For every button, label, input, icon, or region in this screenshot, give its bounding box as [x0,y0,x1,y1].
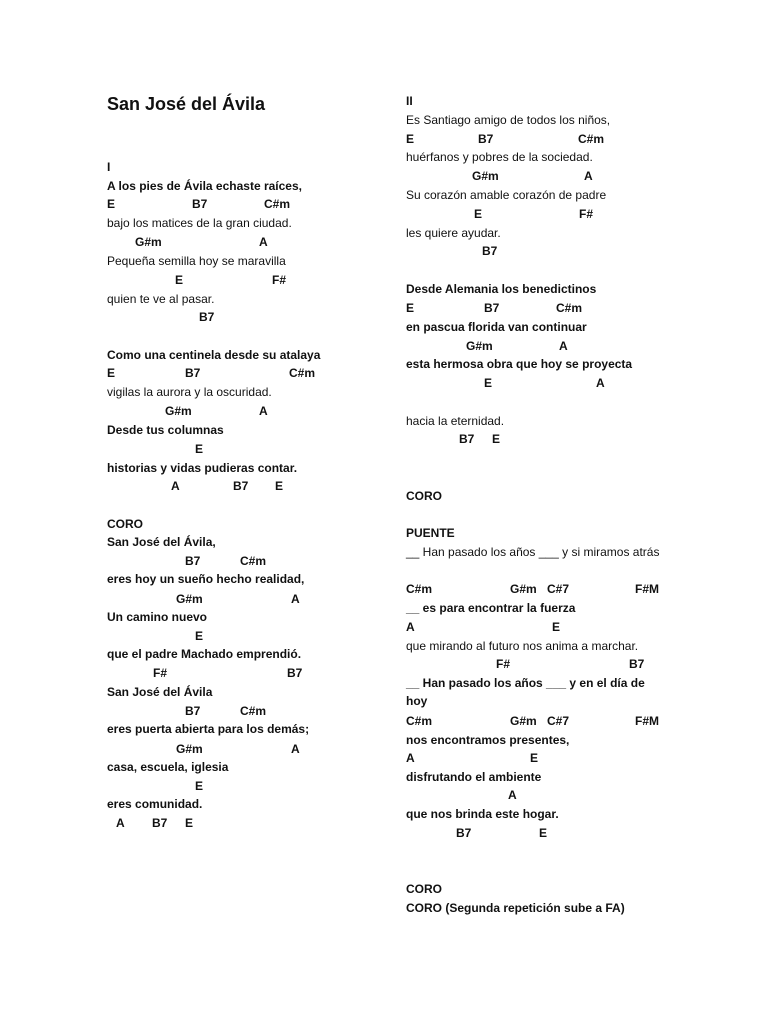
lyric-line: casa, escuela, iglesia [107,760,229,774]
lyric-line: A los pies de Ávila echaste raíces, [107,179,302,193]
chord-symbol: A [508,788,517,802]
chord-symbol: A [259,404,268,418]
chord-symbol: F# [153,666,168,680]
lyric-line: nos encontramos presentes, [406,733,570,747]
chord-symbol: E [484,376,493,390]
chord-symbol: C#m [264,197,291,211]
lyric-line: San José del Ávila, [107,535,216,549]
chord-symbol: C#m [556,301,583,315]
lyric-line: CORO [406,882,442,896]
lyric-line: Es Santiago amigo de todos los niños, [406,113,611,127]
chord-symbol: G#m [176,742,203,756]
chord-symbol: F#M [635,714,659,728]
chord-symbol: C#m [289,366,316,380]
lyric-line: en pascua florida van continuar [406,320,587,334]
chord-symbol: B7 [484,301,500,315]
lyric-line: __ Han pasado los años ___ y en el día de hoy [406,676,645,708]
lyric-line: Desde tus columnas [107,423,224,437]
chord-symbol: E [175,273,184,287]
song-title: San José del Ávila [107,94,266,114]
chord-symbol: G#m [510,714,537,728]
chord-symbol: C#7 [547,582,570,596]
chord-symbol: E [406,301,415,315]
chord-symbol: C#7 [547,714,570,728]
chord-symbol: E [195,779,204,793]
lyric-line: que mirando al futuro nos anima a marchar. [406,639,639,653]
chord-symbol: B7 [185,554,201,568]
chord-symbol: B7 [459,432,475,446]
lyric-line: hacia la eternidad. [406,414,505,428]
chord-symbol: A [259,235,268,249]
lyric-line: Un camino nuevo [107,610,208,624]
chord-symbol: B7 [287,666,303,680]
lyric-line: PUENTE [406,526,455,540]
chord-symbol: B7 [482,244,498,258]
chord-symbol: A [291,592,300,606]
lyric-line: huérfanos y pobres de la sociedad. [406,150,593,164]
lyric-line: esta hermosa obra que hoy se proyecta [406,357,633,371]
chord-symbol: E [195,442,204,456]
lyric-line: __ Han pasado los años ___ y si miramos atrás [406,545,660,559]
chord-symbol: B7 [152,816,168,830]
chord-symbol: E [107,366,116,380]
chord-symbol: F# [272,273,287,287]
lyric-line: que nos brinda este hogar. [406,807,559,821]
chord-symbol: B7 [456,826,472,840]
chord-symbol: E [185,816,194,830]
chord-symbol: B7 [185,366,201,380]
lyric-line: bajo los matices de la gran ciudad. [107,216,292,230]
chord-symbol: A [584,169,593,183]
chord-symbol: C#m [406,714,433,728]
chord-symbol: E [530,751,539,765]
lyric-line: les quiere ayudar. [406,226,501,240]
chord-symbol: A [291,742,300,756]
chord-symbol: G#m [472,169,499,183]
lyric-line: Pequeña semilla hoy se maravilla [107,254,286,268]
chord-symbol: C#m [240,704,267,718]
chord-symbol: G#m [176,592,203,606]
chord-symbol: B7 [199,310,215,324]
chord-symbol: A [406,751,415,765]
chord-symbol: E [275,479,284,493]
lyric-line: __ es para encontrar la fuerza [406,601,576,615]
chord-symbol: G#m [165,404,192,418]
lyric-line: II [406,94,413,108]
chord-symbol: B7 [192,197,208,211]
chord-symbol: E [474,207,483,221]
chord-symbol: G#m [510,582,537,596]
chord-symbol: A [596,376,605,390]
lyric-line: historias y vidas pudieras contar. [107,461,298,475]
lyric-line: eres comunidad. [107,797,203,811]
chord-symbol: E [195,629,204,643]
chord-symbol: A [406,620,415,634]
chord-symbol: E [107,197,116,211]
lyric-line: disfrutando el ambiente [406,770,542,784]
chord-symbol: A [171,479,180,493]
chord-symbol: B7 [629,657,645,671]
chord-symbol: E [552,620,561,634]
lyric-line: Su corazón amable corazón de padre [406,188,607,202]
chord-symbol: A [116,816,125,830]
lyric-line: Como una centinela desde su atalaya [107,348,321,362]
chord-symbol: B7 [185,704,201,718]
chord-symbol: G#m [135,235,162,249]
lyric-line: CORO (Segunda repetición sube a FA) [406,901,625,915]
chord-symbol: E [539,826,548,840]
chord-symbol: F# [579,207,594,221]
chord-symbol: E [492,432,501,446]
lyric-line: eres hoy un sueño hecho realidad, [107,572,305,586]
lyric-line: quien te ve al pasar. [107,292,215,306]
chord-symbol: C#m [578,132,605,146]
chord-symbol: B7 [478,132,494,146]
lyric-line: eres puerta abierta para los demás; [107,722,310,736]
chord-symbol: B7 [233,479,249,493]
lyric-line: CORO [107,517,143,531]
lyric-line: vigilas la aurora y la oscuridad. [107,385,272,399]
chord-symbol: A [559,339,568,353]
chord-symbol: F# [496,657,511,671]
chord-symbol: C#m [406,582,433,596]
lyric-line: que el padre Machado emprendió. [107,647,302,661]
chord-symbol: E [406,132,415,146]
lyric-line: San José del Ávila [107,685,213,699]
chord-symbol: G#m [466,339,493,353]
lyric-line: CORO [406,489,442,503]
lyric-line: I [107,160,111,174]
chord-symbol: C#m [240,554,267,568]
lyric-line: Desde Alemania los benedictinos [406,282,597,296]
chord-symbol: F#M [635,582,659,596]
